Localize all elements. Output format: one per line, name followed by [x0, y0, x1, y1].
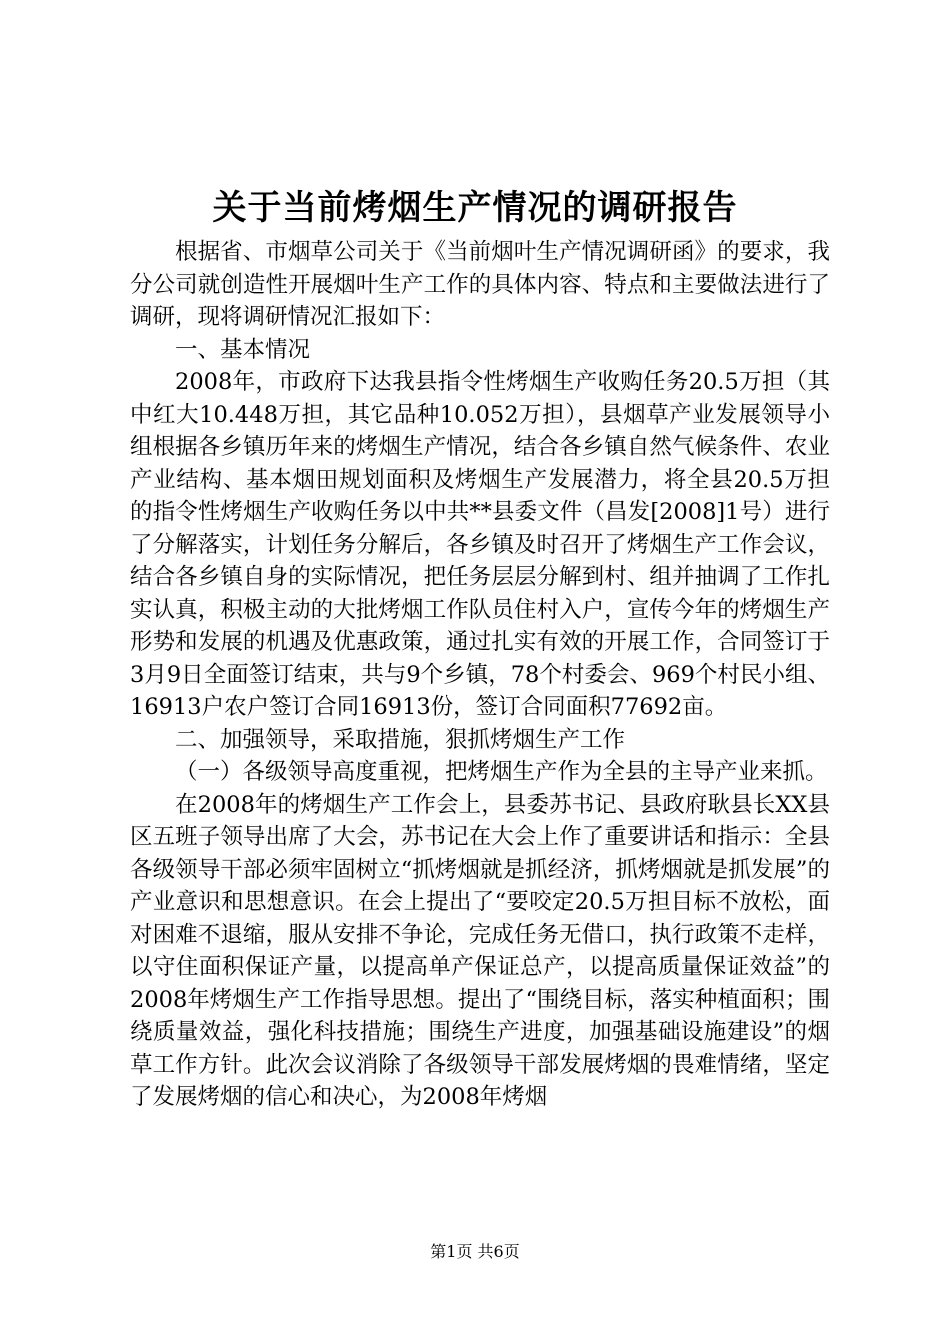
section-heading-basic-situation: 一、基本情况 [175, 336, 311, 363]
paragraph-intro: 根据省、市烟草公司关于《当前烟叶生产情况调研函》的要求，我分公司就创造性开展烟叶生产工作的具体内容、特点和主要做法进行了调研，现将调研情况汇报如下： [130, 239, 830, 330]
page-footer: 第1页 共6页 [430, 1242, 520, 1261]
subsection-heading-leadership-priority: （一）各级领导高度重视，把烤烟生产作为全县的主导产业来抓。 [175, 759, 828, 785]
section-heading-leadership: 二、加强领导，采取措施，狠抓烤烟生产工作 [175, 726, 626, 753]
document-title: 关于当前烤烟生产情况的调研报告 [212, 188, 738, 228]
paragraph-conference: 在2008年的烤烟生产工作会上，县委苏书记、县政府耿县长XX县区五班子领导出席了大会，苏书记在大会上作了重要讲话和指示：全县各级领导干部必须牢固树立“抓烤烟就是抓经济，抓烤烟就是抓发展”的产业意识和思想意识。在会上提出了“要咬定20.5万担目标不放松，面对困难不退缩，服从安排不争论，完成任务无借口，执行政策不走样，以守住面积保证产量，以提高单产保证总产，以提高质量保证效益”的2008年烤烟生产工作指导思想。提出了“围绕目标，落实种植面积；围绕质量效益，强化科技措施；围绕生产进度，加强基础设施建设”的烟草工作方针。此次会议消除了各级领导干部发展烤烟的畏难情绪，坚定了发展烤烟的信心和决心，为2008年烤烟 [130, 791, 830, 1110]
paragraph-basic-situation: 2008年，市政府下达我县指令性烤烟生产收购任务20.5万担（其中红大10.448万担，其它品种10.052万担），县烟草产业发展领导小组根据各乡镇历年来的烤烟生产情况，结合各乡镇自然气候条件、农业产业结构、基本烟田规划面积及烤烟生产发展潜力，将全县20.5万担的指令性烤烟生产收购任务以中共**县委文件（昌发[2008]1号）进行了分解落实，计划任务分解后，各乡镇及时召开了烤烟生产工作会议，结合各乡镇自身的实际情况，把任务层层分解到村、组并抽调了工作扎实认真，积极主动的大批烤烟工作队员住村入户，宣传今年的烤烟生产形势和发展的机遇及优惠政策，通过扎实有效的开展工作，合同签订于3月9日全面签订结束，共与9个乡镇，78个村委会、969个村民小组、16913户农户签订合同16913份，签订合同面积77692亩。 [130, 369, 830, 720]
document-body [130, 236, 830, 1114]
